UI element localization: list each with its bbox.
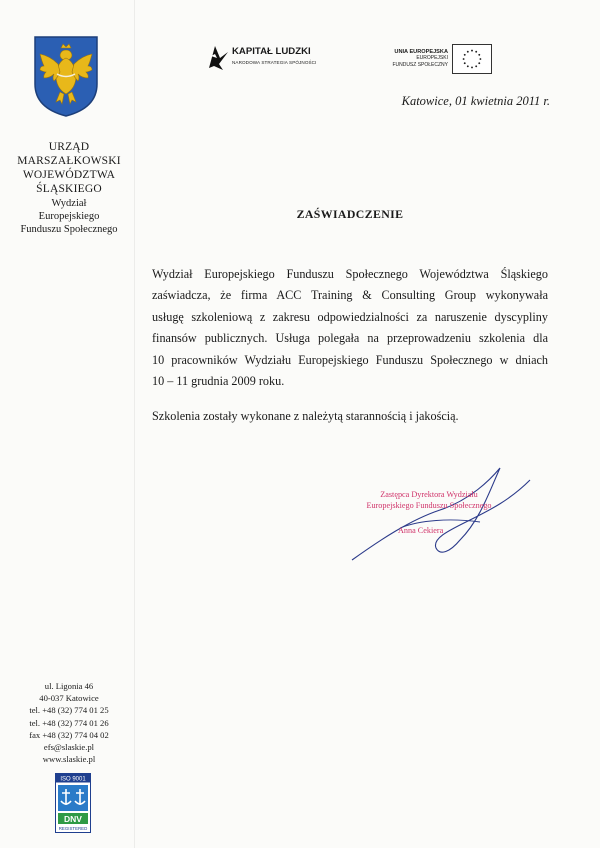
silesia-eagle-crest-icon [32,34,100,118]
office-name-line: URZĄD MARSZAŁKOWSKI [17,141,121,167]
paragraph-main [152,264,548,392]
department-name-line: Europejskiego [38,211,100,222]
eu-logo-line: EUROPEJSKI [416,55,448,62]
eu-star-icon [464,54,466,56]
paragraph-line: usługę szkoleniową z zakresu odpowiedzialności za naruszenie dyscypliny [152,309,548,324]
paragraph-line: zaświadcza, że firma ACC Training & Consulting Group wykonywała [152,288,548,303]
kapital-ludzki-title: KAPITAŁ LUDZKI [232,46,311,57]
eu-flag-icon [452,44,492,74]
sidebar [0,0,134,848]
office-name-line: WOJEWÓDZTWA [22,169,116,181]
contact-line: fax +48 (32) 774 04 02 [29,729,109,740]
eu-logo-line: FUNDUSZ SPOŁECZNY [392,61,448,68]
iso-label: ISO 9001 [60,776,86,783]
office-name-line: ŚLĄSKIEGO [36,183,102,195]
document-date: Katowice, 01 kwietnia 2011 r. [401,94,550,108]
kapital-ludzki-logo [206,42,336,72]
stamp-line: Europejskiego Funduszu Społecznego [366,501,492,510]
eu-logo-text [384,49,448,68]
paragraph-line: 10 pracowników Wydziału Europejskiego Funduszu Społecznego w dniach [152,352,548,367]
contact-line: ul. Ligonia 46 [44,681,94,691]
paragraph-line: 10 – 11 grudnia 2009 roku. [152,374,285,389]
contact-info [8,680,130,765]
registered-label: REGISTERED [58,826,88,831]
eu-star-icon [467,51,469,53]
stamp-line: Zastępca Dyrektora Wydziału [380,490,478,499]
iso-certification-icon [55,773,91,833]
department-name-line: Wydział [51,198,87,209]
contact-line: tel. +48 (32) 774 01 26 [29,717,109,728]
contact-line: tel. +48 (32) 774 01 25 [29,705,109,716]
official-stamp [354,489,504,511]
document-title: ZAŚWIADCZENIE [296,207,404,221]
contact-line: www.slaskie.pl [42,754,96,765]
paragraph-line: finansów publicznych. Usługa polegała na przeprowadzeniu szkolenia dla [152,331,548,346]
document-body [152,264,548,392]
paper-fold-line [134,0,135,848]
eu-star-icon [467,65,469,67]
eu-logo-line: UNIA EUROPEJSKA [394,49,448,55]
eu-star-icon [471,66,473,68]
paragraph-line: Wydział Europejskiego Funduszu Społecznego Województwa Śląskiego [152,267,548,281]
eu-star-icon [475,51,477,53]
eu-star-icon [478,62,480,64]
eu-star-icon [479,58,481,60]
eu-star-icon [471,50,473,52]
eu-star-icon [478,54,480,56]
department-name [8,197,130,236]
eu-star-icon [464,62,466,64]
kapital-ludzki-star-icon [206,42,230,72]
stamp-name: Anna Cekiera [398,526,444,535]
kapital-ludzki-subtitle: NARODOWA STRATEGIA SPÓJNOŚCI [232,60,317,65]
eu-star-icon [463,58,465,60]
eu-logo [384,43,494,77]
handwritten-signature [340,460,540,580]
contact-line: 40-037 Katowice [39,693,99,704]
department-name-line: Funduszu Społecznego [20,224,118,235]
office-name [8,140,130,196]
eu-star-icon [475,65,477,67]
dnv-label: DNV [64,814,82,824]
paragraph-closing: Szkolenia zostały wykonane z należytą starannością i jakością. [152,409,459,423]
contact-line: efs@slaskie.pl [43,742,95,753]
